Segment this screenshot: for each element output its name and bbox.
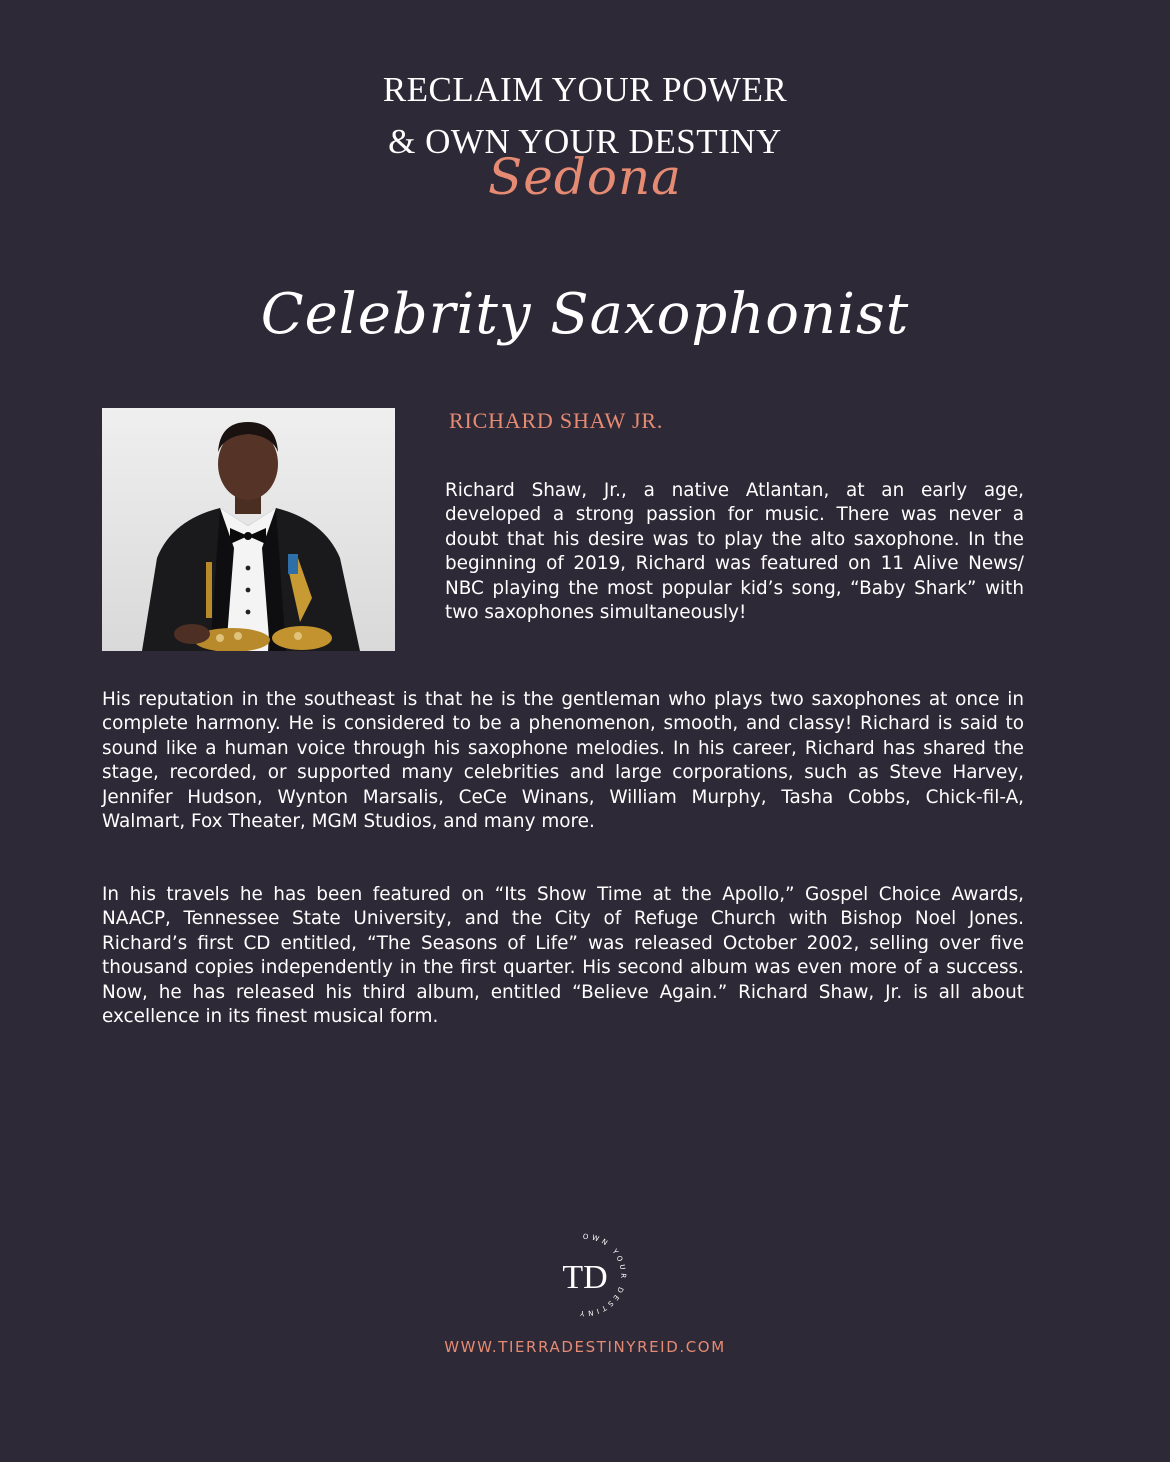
bio-paragraph-2: In his travels he has been featured on “Its Show Time at the Apollo,” Gospel Choice Awards, NAACP, Tennessee State University, and the City of Refuge Church with Bishop Noel Jones. Richard’s first CD entitled, “The Seasons of Life” was released October 2002, selling over five thousand copies independently in the first quarter. His second album was even more of a success. Now, he has released his third album, entitled “Believe Again.” Richard Shaw, Jr. is all about excellence in its finest musical form. <box>102 884 1024 1028</box>
portrait-illustration <box>102 408 395 651</box>
header <box>0 70 1170 206</box>
profile-name: RICHARD SHAW JR. <box>449 408 664 433</box>
page-title: Celebrity Saxophonist <box>260 282 910 347</box>
portrait-photo <box>102 408 395 651</box>
td-logo <box>536 1226 634 1324</box>
bio-paragraph-1: His reputation in the southeast is that he is the gentleman who plays two saxophones at once in complete harmony. He is considered to be a phenomenon, smooth, and classy! Richard is said to sound like a human voice through his saxophone melodies. In his career, Richard has shared the stage, recorded, or supported many celebrities and large corporations, such as Steve Harvey, Jennifer Hudson, Wynton Marsalis, CeCe Winans, William Murphy, Tasha Cobbs, Chick-fil-A, Walmart, Fox Theater, MGM Studios, and many more. <box>102 689 1024 833</box>
logo-monogram: TD <box>562 1259 608 1296</box>
bio-intro: Richard Shaw, Jr., a native Atlantan, at an early age, developed a strong passion for music. There was never a doubt that his desire was to play the alto saxophone. In the beginning of 2019, Richard was featured on 11 Alive News/ NBC playing the most popular kid’s song, “Baby Shark” with two saxophones simultaneously! <box>445 480 1024 624</box>
header-line-2: & OWN YOUR DESTINY <box>388 122 782 161</box>
logo-icon <box>536 1226 634 1324</box>
header-line-1: RECLAIM YOUR POWER <box>382 70 788 109</box>
logo-ring-text: OWN YOUR DESTINY <box>576 1232 628 1318</box>
header-script-subtitle: Sedona <box>488 148 682 206</box>
website-link[interactable]: WWW.TIERRADESTINYREID.COM <box>444 1338 726 1356</box>
